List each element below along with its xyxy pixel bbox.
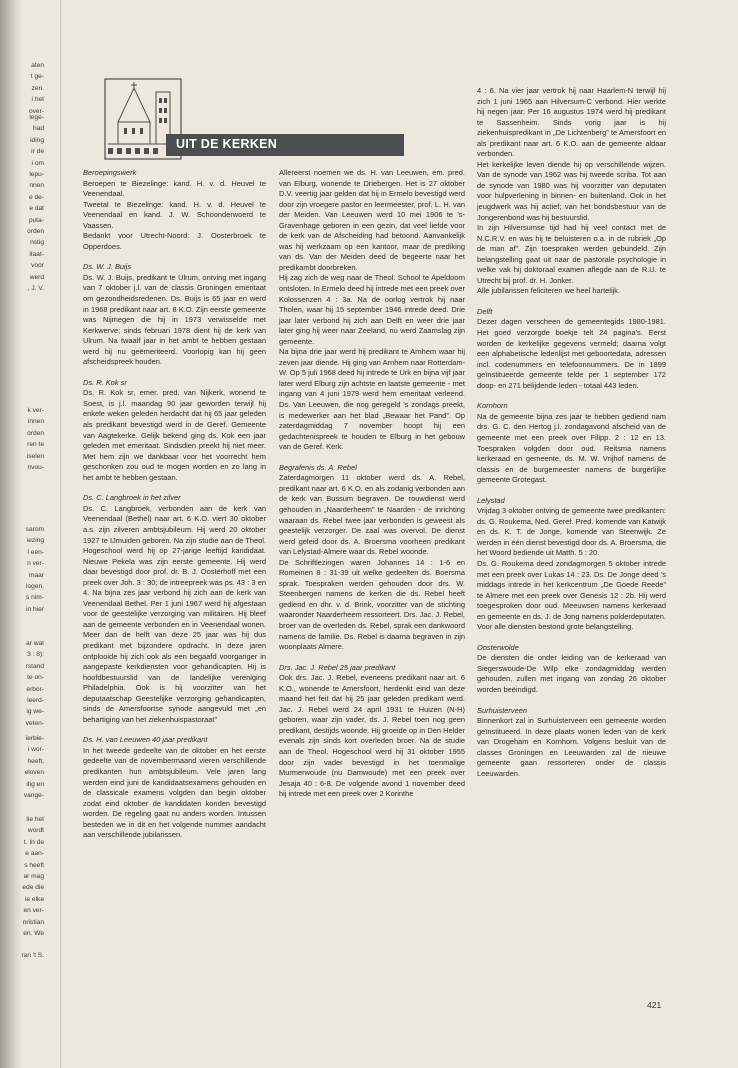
article-heading: Drs. Jac. J. Rebel 25 jaar predikant	[279, 662, 396, 672]
fragment-line: 3 : 8):	[27, 651, 44, 659]
fragment-line: rstand	[25, 662, 44, 670]
fragment-line: itig en	[26, 780, 44, 788]
fragment-group	[4, 60, 44, 117]
fragment-line: orden	[27, 228, 44, 236]
fragment-line: ede die	[22, 884, 44, 892]
fragment-line: i wor-	[27, 746, 44, 754]
fragment-line: lie het	[26, 816, 44, 823]
article-column-1	[83, 168, 266, 841]
fragment-line: nstig	[30, 239, 44, 247]
article-heading: Lelystad	[477, 495, 505, 505]
article-column-3	[477, 86, 666, 779]
fragment-line: heeft,	[27, 757, 44, 765]
fragment-line: voor	[31, 262, 44, 270]
article-heading: Begrafenis ds. A. Rebel	[279, 462, 357, 472]
fragment-line: nnen	[29, 182, 44, 190]
article-heading: Ds. H. van Leeuwen 40 jaar predikant	[83, 735, 208, 745]
article-heading: Ds. C. Langbroek in het zilver	[83, 493, 181, 503]
fragment-line: i om	[31, 159, 44, 167]
fragment-line: s nim-	[26, 594, 44, 602]
fragment-line: ierbie-	[25, 735, 44, 742]
article-paragraph: Alle jubilarissen feliciteren we heel hartelijk.	[477, 286, 621, 296]
article-paragraph: Dezer dagen verscheen de gemeentegids 1980-1981. Het goed verzorgde boekje telt 24 pagina's. Eerst worden de kerkelijke gegevens vermeld; daarna volgt een alphabetische ledenlijst met geboortedata, adressen incl. codenummers en telefoonnummers. De in 1899 geïnstitueerde gemeente telde per 1 september 172 doop- en 271 belijdende leden - totaal 443 leden.	[477, 317, 666, 390]
fragment-line: logen,	[26, 583, 44, 591]
fragment-line: lege-	[29, 114, 44, 121]
fragment-line: n ver-	[27, 560, 44, 568]
article-heading: Ds. R. Kok sr	[83, 377, 127, 387]
fragment-group	[4, 524, 44, 615]
fragment-line: nvou-	[27, 464, 44, 472]
article-paragraph: Ds. W. J. Buijs, predikant te Ulrum, ontving met ingang van 7 oktober j.l. van de classis Groningen emeritaat om gezondheidsredenen. Ds. Buijs is 65 jaar en werd in 1968 predikant naar art. 8 K.O. Zijn eerste gemeente was Nijmegen die hij in 1973 verwisselde met Kerkwerve; sinds februari 1978 dient hij de kerk van Ulrum. Na twaalf jaar in het ambt te hebben gestaan werd hij nu geëmeriteerd. Voorlopig kan hij geen afscheidspreek houden.	[83, 272, 266, 367]
fragment-group	[4, 638, 44, 729]
fragment-group	[4, 950, 44, 961]
fragment-line: , J. V.	[27, 285, 44, 293]
fragment-line: e de-	[28, 193, 44, 201]
fragment-line: innen	[27, 418, 44, 426]
fragment-line: l een-	[27, 548, 44, 556]
fragment-line: iding	[30, 136, 44, 144]
article-paragraph: Na de gemeente bijna zes jaar te hebben gediend nam drs. G. C. den Hertog j.l. zondagavond afscheid van de gemeente met een preek over Filipp. 2 : 12 en 13. Toespraken volgden door oud. Reitsma namens kerkeraad en gemeente, ds. M. W. Vrijhof namens de classis en de burgemeester namens de burgerlijke gemeente Grotegast.	[477, 411, 666, 485]
fragment-group	[4, 814, 44, 939]
fragment-line: i het	[31, 96, 44, 104]
article-paragraph: Bedankt voor Utrecht-Noord: J. Oosterbroek te Opperdoes.	[83, 231, 266, 251]
fragment-group	[4, 405, 44, 473]
fragment-line: aten	[31, 62, 44, 69]
fragment-line: had	[32, 125, 44, 133]
fragment-line: in hier	[26, 605, 44, 613]
fragment-line: zen.	[31, 84, 44, 92]
fragment-line: ar wat	[26, 640, 44, 647]
page-gutter	[60, 0, 62, 1068]
fragment-line: iselen	[26, 452, 44, 460]
article-paragraph: Zaterdagmorgen 11 oktober werd ds. A. Rebel, predikant naar art. 6 K.O. en als zodanig verbonden aan de kerk van Bussum begraven. De rouwdienst werd gehouden in „Naarderheem” te Naarden - de inrichting waaraan ds. Rebel twee jaar verbonden is geweest als geestelijk verzorger. De zaal was overvol. De dienst werd geleid door ds. A. Broersma voorheen predikant van Lelystad-Almere waar ds. Rebel woonde.	[279, 473, 465, 557]
article-paragraph: Ds. C. Langbroek, verbonden aan de kerk van Veenendaal (Bethel) naar art. 6 K.O. viert 30 oktober a.s. zijn zilveren ambtsjubileum. Hij werd 20 oktober 1927 te IJmuiden geboren. Na zijn studie aan de Theol. Hogeschool werd hij op 27-jarige leeftijd kandidaat. Nieuwe Pekela was zijn eerste gemeente. Hij werd daar bevestigd door prof. dr. B. J. Oosterhoff met een preek over Joh. 3 : 30; de intreepreek was ps. 43 : 3 en 4. Na bijna zes jaar verbond hij zich aan de kerk van Veenendaal Bethel. Per 1 juni 1967 werd hij afgestaan voor de geestelijke verzorging van militairen. Hij bleef aan de gemeente verbonden en in Veenendaal wonen. Meer dan de helft van deze 25 jaar was hij dus predikant met bijzondere opdracht. In deze jaren ontplooide hij zich ook als een begaafd voorganger in aangepaste kerkdiensten voor gehandicapten. Hij is hoofdbestuurslid van de landelijke vereniging Philadelphia. Ook is hij voorzitter van het deputaatschap Geestelijke verzorging gehandicapten, sinds de Amersfoortse synode aangevuld met „en behartiging van het ziekenhuispastoraat”	[83, 503, 266, 724]
article-paragraph: Ook drs. Jac. J. Rebel, eveneens predikant naar art. 6 K.O., wonende te Amersfoort, herdenkt eind van deze maand het feit dat hij 25 jaar geleden predikant werd. Jac. J. Rebel werd 24 april 1931 te Huizen (N-H) geboren, waar zijn vader, ds. J. Rebel toen nog geen predikant, destijds woonde. Hij groeide op in Den Helder evenals zijn sinds kort overleden broer. Na de studie aan de Theol. Hogeschool werd hij 31 oktober 1955 door zijn vader bevestigd in het toenmalige Murmerwoude (nu Damwoude) met een preek over Jesaja 40 : 6-8. De volgende avond 1 november deed hij intrede met een preek over 2 Korinthe	[279, 673, 465, 799]
fragment-line: maar	[28, 571, 44, 579]
fragment-line: en. We	[23, 930, 44, 938]
article-heading: Surhuisterveen	[477, 705, 528, 715]
article-paragraph: 4 : 6. Na vier jaar vertrok hij naar Haarlem-N terwijl hij zich 1 juni 1965 aan Hilversum-C verbond. Hier werkte hij negen jaar. Per 16 augustus 1974 werd hij predikant te Sassenheim. Sinds vorig jaar is hij ziekenhuispredikant in „De Lichtenberg” te Amersfoort en als predikant naar art. 6 K.O. aan de gemeente aldaar verbonden.	[477, 86, 666, 159]
fragment-line: en ver-	[23, 907, 44, 915]
fragment-group	[4, 733, 44, 801]
fragment-line: iezing	[26, 537, 44, 545]
fragment-line: ren te	[27, 441, 44, 449]
article-paragraph: De diensten die onder leiding van de kerkeraad van Siegerswoude-De Wilp elke zondagmiddag werden gehouden, zullen met ingang van zondag 26 oktober worden beëindigd.	[477, 653, 666, 694]
article-paragraph: Ds. R. Kok sr, emer. pred. van Nijkerk, wonend te Soest, is j.l. maandag 90 jaar geworden terwijl hij enkele weken geleden herdacht dat hij 65 jaar geleden als predikant bevestigd werd in de Geref. Gemeente van Aagtekerke. Gelijk bekend ging ds. Kok een jaar geleden met emeritaat. Sindsdien preekt hij niet meer. Met hem zijn we dankbaar voor het voorrecht hem geschonken zou oud te mogen worden en zo lang in het ambt te hebben gestaan.	[83, 388, 266, 482]
fragment-line: nristian	[22, 918, 44, 926]
fragment-line: erbor-	[26, 685, 44, 693]
fragment-line: werd	[29, 273, 44, 281]
fragment-line: s heeft	[24, 861, 44, 869]
fragment-line: k ver-	[27, 407, 44, 414]
article-paragraph: Na bijna drie jaar werd hij predikant te Arnhem waar hij zeven jaar diende. Hij ging van Arnhem naar Rotterdam-W. Op 5 juli 1968 deed hij intrede te Urk en bijna vijf jaar later werd Elburg zijn achtste en laatste gemeente - met ingang van 4 juni 1979 werd hem emeritaat verleend. Ds. Van Leeuwen, die nog geregeld 's zondags preekt, is medewerker aan het blad „Bewaar het Pand”. Op zaterdagmiddag 7 november hoopt hij een gedachtenispreek te houden te Elburg in het gebouw van de Geref. Kerk.	[279, 347, 465, 452]
article-paragraph: Ds. G. Roukema deed zondagmorgen 5 oktober intrede met een preek over Lukas 14 : 23. Ds. De Jonge deed 's middags intrede in het kerkcentrum „De Goede Reede” te Almere met een preek over Genesis 12 : 2b. Hij werd toegesproken door oud. Meeuwsen namens kerkeraad en gemeente en ds. J. de Jong namens polderdeputaten. Voor alle diensten bestond grote belangstelling.	[477, 558, 666, 632]
fragment-line: leerd-	[27, 697, 44, 705]
fragment-line: over-	[28, 107, 44, 115]
fragment-line: te on-	[27, 674, 44, 682]
section-title: UIT DE KERKEN	[176, 137, 278, 151]
article-paragraph: Binnenkort zal in Surhuisterveen een gemeente worden geïnstitueerd. In deze plaats wonen leden van de kerk van Drogeham en Kornhorn. Volgens besluit van de classes Groningen en Leeuwarden zal de nieuwe gemeente gaan ressorteren onder de classis Leeuwarden.	[477, 716, 666, 778]
fragment-line: ir de	[31, 148, 44, 156]
article-paragraph: Het kerkelijke leven diende hij op verschillende wijzen. Van de synode van 1962 was hij tweede scriba. Tot aan de synode van 1980 was hij voorzitter van deputaten voor hulpverlening in binnen- en buitenland. Ook in het jeugdwerk was hij actief; van het bondsbestuur van de Jongerenbond was hij bestuurslid.	[477, 159, 666, 222]
fragment-line: lepu-	[29, 171, 44, 179]
fragment-line: orden	[27, 429, 44, 437]
fragment-line: itaat-	[29, 250, 44, 258]
article-heading: Ds. W. J. Buijs	[83, 262, 132, 272]
article-column-2	[279, 168, 465, 800]
fragment-line: e aan-	[25, 850, 44, 858]
fragment-line: t ge-	[30, 73, 44, 81]
fragment-line: puta-	[28, 216, 44, 224]
fragment-line: wordt	[27, 827, 44, 835]
fragment-line: sarom	[25, 526, 44, 533]
article-paragraph: Hij zag zich de weg naar de Theol. School te Apeldoorn ontsloten. In Ermelo deed hij intrede met een preek over Kolossenzen 4 : 3a. Na de oorlog vertrok hij naar Tholen, waar hij 15 september 1946 intrede deed. Drie jaar later verbond hij zich aan Delft en weer drie jaar later ging hij weer naar Zeeland, nu werd Zaamslag zijn gemeente.	[279, 273, 465, 346]
fragment-line: ig we-	[26, 708, 44, 716]
article-paragraph: Allereerst noemen we ds. H. van Leeuwen, em. pred. van Elburg, wonende te Driebergen. Het is 27 oktober D.V. veertig jaar gelden dat hij in Ermelo bevestigd werd door zijn vroegere pastor en leermeester, prof. L. H. van der Meiden. Van Leeuwen werd 10 mei 1906 te 's-Gravenhage geboren in een gezin, dat veel liefde voor de kerk van de Afscheiding had betoond. Aanvankelijk was hij werkzaam op een kantoor, maar de prediking van ds. Van der Meiden deed de begeerte naar het predikambt doorbreken.	[279, 168, 465, 272]
fragment-line: veten-	[25, 719, 44, 727]
article-paragraph: In het tweede gedeelte van de oktober en het eerste gedeelte van de novembermaand vieren verschillende predikanten hun ambtsjubileum. Vele jaren lang werden eind juni de kandidaatsexamens gehouden en de classicale examens volgden dan begin oktober zodat eind oktober de kandidaten konden bevestigd worden. De regeling gaat nu anders worden. Intussen besteden we in dit en het volgende nummer aandacht aan verschillende jubilarissen.	[83, 745, 266, 840]
fragment-line: e dat	[29, 205, 44, 213]
article-paragraph: Tweetal te Biezelinge: kand. H. v. d. Heuvel te Veenendaal en kand. J. W. Schoonderwoerd te Vaassen.	[83, 199, 266, 230]
fragment-group	[4, 112, 44, 295]
article-paragraph: Beroepen te Biezelinge: kand. H. v. d. Heuvel te Veenendaal.	[83, 178, 266, 199]
article-heading: Delft	[477, 306, 493, 316]
article-heading: Kornhorn	[477, 401, 508, 411]
section-header	[104, 78, 524, 160]
fragment-line: ran 't S.	[21, 952, 44, 959]
article-heading: Oosterwolde	[477, 642, 519, 652]
church-logo	[104, 78, 174, 160]
article-heading: Beroepingswerk	[83, 168, 137, 177]
page-number: 421	[647, 1000, 662, 1010]
fragment-line: ar mag	[23, 873, 44, 881]
fragment-line: ie elke	[24, 895, 44, 903]
fragment-line: eloven	[24, 769, 44, 777]
fragment-line: vange-	[23, 792, 44, 800]
article-paragraph: Vrijdag 3 oktober ontving de gemeente twee predikanten: ds. G. Roukema, Ned. Geref. Pred. komende van Katwijk en ds. K. T. de Jonge, komende van Steenwijk. Ze werden in één dienst bevestigd door ds. A. Broersma, die het Woord bediende uit Matth. 5 : 20.	[477, 506, 666, 558]
fragment-line: t. In de	[23, 838, 44, 846]
article-paragraph: De Schriftlezingen waren Johannes 14 : 1-6 en Romeinen 8 : 31-39 uit welke gedeelten ds. Boersma sprak. Toespraken werden gehouden door drs. W. Steenbergen namens de kerken die ds. Rebel heeft gediend en dhr. v. d. Brink, voorzitter van de stichting waaronder Naarderheem ressorteert. Drs. Jac. J. Rebel, broer van de overleden ds. Rebel, sprak een dankwoord namens de familie. Ds. Rebel is daarna begraven in zijn woonplaats Almere.	[279, 557, 465, 652]
article-paragraph: In zijn Hilversumse tijd had hij veel contact met de N.C.R.V. en was hij te beluisteren o.a. in de rubriek „Op de man af”. Zijn toespraken werden gebundeld. Zijn belangstelling gaat uit naar de pastorale psychologie in welke vak hij doktoraal examen aflegde aan de R.U. te Utrecht bij prof. dr. H. Jonker.	[477, 223, 666, 285]
